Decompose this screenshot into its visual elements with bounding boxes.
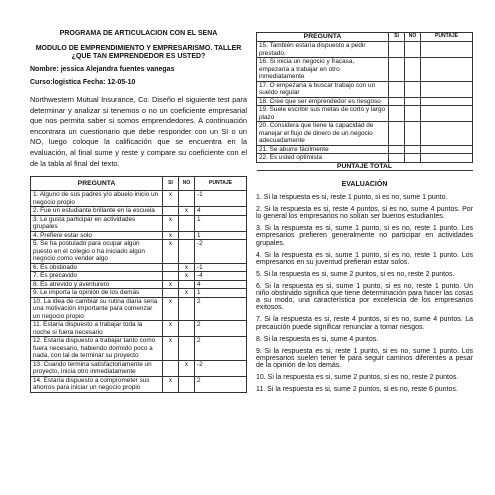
score-cell: -2	[195, 360, 247, 376]
no-cell	[405, 97, 421, 106]
intro-paragraph: Northwestern Mutual Insurance, Co. Diseño el siguiente test para determinar y analizar si tenemos o no un coeficiente empresarial que nos permita saber si somos emprendedores. A continuación encontrara un cuestionario que debe responder con un SI o un NO, luego coloque la calificación que se encuentra en la evaluación, al final sume y reste y compare su coeficiente con el de la tabla al final del texto.	[30, 95, 247, 168]
right-column	[256, 32, 473, 398]
no-cell	[405, 42, 421, 58]
score-cell	[421, 58, 473, 82]
score-cell	[421, 122, 473, 146]
header-no: NO	[179, 177, 195, 191]
question-cell: 19. Suele escribir sus metas de corto y largo plazo	[257, 106, 389, 122]
question-cell: 7. Es precavido	[31, 272, 163, 281]
table-row	[257, 106, 473, 122]
header-question: PREGUNTA	[31, 177, 163, 191]
question-cell: 12. Estaría dispuesto a trabajar tanto como fuera necesario, habiendo dormido poco a nada, con tal de terminar su proyecto	[31, 337, 163, 361]
yes-cell	[163, 272, 179, 281]
evaluation-item: 7. Si la respuesta es si, reste 4 puntos, si es no, sume 4 puntos. La precaución puede significar renunciar a tomar riesgos.	[256, 316, 473, 331]
header-yes: SI	[389, 33, 405, 42]
yes-cell	[389, 106, 405, 122]
table-row	[31, 231, 247, 240]
score-cell: 1	[195, 231, 247, 240]
no-cell: x	[179, 263, 195, 272]
evaluation-title: EVALUACIÓN	[341, 181, 388, 188]
score-cell	[421, 145, 473, 154]
table-row	[257, 154, 473, 163]
evaluation-item: 4. Si la respuesta es si, sume 1 punto, si es no, reste 1 punto. Los empresarios en su juventud prefieran estar solos.	[256, 251, 473, 266]
yes-cell	[163, 289, 179, 298]
question-cell: 3. Le gusta participar en actividades grupales	[31, 215, 163, 231]
questions-table-left	[30, 176, 247, 393]
table-header-row	[257, 33, 473, 42]
yes-cell: x	[163, 231, 179, 240]
score-cell: -2	[195, 240, 247, 264]
question-cell: 6. Es obstinado	[31, 263, 163, 272]
table-row	[31, 263, 247, 272]
no-cell	[405, 58, 421, 82]
score-cell	[421, 81, 473, 97]
yes-cell	[163, 360, 179, 376]
table-row	[31, 289, 247, 298]
table-row	[257, 122, 473, 146]
header-yes: SI	[163, 177, 179, 191]
yes-cell	[389, 154, 405, 163]
score-cell: 4	[195, 207, 247, 216]
no-cell: x	[179, 360, 195, 376]
table-row	[257, 145, 473, 154]
score-cell	[421, 97, 473, 106]
question-cell: 16. Si inicia un negocio y fracasa, empezaría a trabajar en otro inmediatamente	[257, 58, 389, 82]
total-row	[257, 162, 473, 171]
no-cell	[179, 376, 195, 392]
no-cell	[179, 337, 195, 361]
question-cell: 1. Alguno de sus padres y/o abuelo inicio un negocio propio	[31, 191, 163, 207]
no-cell	[179, 240, 195, 264]
question-cell: 18. Cree que ser emprendedor es riesgoso	[257, 97, 389, 106]
no-cell	[405, 81, 421, 97]
evaluation-item: 2. Si la respuesta es si, reste 4 puntos, si es no, sume 4 puntos. Por lo general los empresarios no solían ser buenos estudiantes.	[256, 206, 473, 221]
evaluation-item: 1. Si la respuesta es si, reste 1 punto, si es no, sume 1 punto.	[256, 194, 448, 201]
table-row	[257, 81, 473, 97]
left-column	[30, 30, 247, 393]
yes-cell: x	[163, 215, 179, 231]
yes-cell: x	[163, 240, 179, 264]
table-row	[31, 337, 247, 361]
question-cell: 15. También estaría dispuesto a pedir prestado.	[257, 42, 389, 58]
yes-cell	[389, 42, 405, 58]
table-header-row	[31, 177, 247, 191]
score-cell: 2	[195, 297, 247, 321]
score-cell: 1	[195, 215, 247, 231]
program-title: PROGRAMA DE ARTICULACION CON EL SENA	[59, 30, 218, 37]
question-cell: 20. Considera que tiene la capacidad de manejar el flujo de dinero de un negocio adecuadamente	[257, 122, 389, 146]
yes-cell	[163, 263, 179, 272]
score-cell: 2	[195, 321, 247, 337]
question-cell: 4. Prefiere estar solo	[31, 231, 163, 240]
table-row	[31, 215, 247, 231]
no-cell: x	[179, 207, 195, 216]
yes-cell: x	[163, 297, 179, 321]
evaluation-item: 9. Si la respuesta es si, reste 1 punto, si es no, sume 1 punto. Los empresarios suelen tener fe para seguir caminos diferentes a pesar de la opinión de los demás.	[256, 347, 473, 370]
header-score: PUNTAJE	[195, 177, 247, 191]
score-cell: -1	[195, 191, 247, 207]
student-name: Nombre: jessica Alejandra fuentes vanegas	[30, 66, 175, 73]
score-cell: 1	[195, 289, 247, 298]
no-cell: x	[179, 272, 195, 281]
table-row	[31, 240, 247, 264]
yes-cell	[389, 122, 405, 146]
header-question: PREGUNTA	[257, 33, 389, 42]
course-date: Curso:logistica Fecha: 12-05-10	[30, 79, 136, 86]
table-row	[31, 272, 247, 281]
question-cell: 10. La idea de cambiar su rutina diaria seria una motivación importante para comenzar un negocio propio	[31, 297, 163, 321]
no-cell	[405, 122, 421, 146]
yes-cell	[163, 207, 179, 216]
evaluation-list	[256, 194, 473, 393]
question-cell: 5. Se ha postulado para ocupar algún puesto en el colegio o ha iniciado algún negocio como vender algo	[31, 240, 163, 264]
evaluation-item: 8. Si la respuesta es si, sume 4 puntos.	[256, 335, 379, 343]
no-cell	[179, 280, 195, 289]
yes-cell: x	[163, 191, 179, 207]
evaluation-item: 10. Si la respuesta es si, sume 2 puntos, si es no, reste 2 puntos.	[256, 374, 459, 382]
score-cell: 2	[195, 376, 247, 392]
no-cell: x	[179, 289, 195, 298]
no-cell	[179, 215, 195, 231]
question-cell: 17. O empezaría a buscar trabajo con un sueldo regular	[257, 81, 389, 97]
no-cell	[179, 297, 195, 321]
yes-cell: x	[163, 337, 179, 361]
table-row	[31, 297, 247, 321]
yes-cell: x	[163, 376, 179, 392]
yes-cell	[389, 145, 405, 154]
no-cell	[405, 145, 421, 154]
score-cell	[421, 154, 473, 163]
question-cell: 2. Fue un estudiante brillante en la escuela	[31, 207, 163, 216]
question-cell: 22. Es usted optimista	[257, 154, 389, 163]
score-cell: 4	[195, 280, 247, 289]
evaluation-item: 3. Si la respuesta es si, sume 1 punto, si es no, reste 1 punto. Los empresarios prefieren generalmente no participar en actividades grupales.	[256, 225, 473, 247]
table-row	[31, 191, 247, 207]
question-cell: 9. Le importa la opinión de los demás	[31, 289, 163, 298]
no-cell	[179, 321, 195, 337]
table-row	[31, 321, 247, 337]
question-cell: 14. Estaría dispuesto a comprometer sus ahorros para iniciar un negocio propio	[31, 376, 163, 392]
yes-cell	[389, 97, 405, 106]
yes-cell	[389, 58, 405, 82]
table-row	[31, 207, 247, 216]
question-cell: 8. Es atrevido y aventurero	[31, 280, 163, 289]
no-cell	[179, 231, 195, 240]
table-row	[257, 97, 473, 106]
evaluation-item: 5. Si la respuesta es si, sume 2 puntos, si es no, reste 2 puntos.	[256, 270, 455, 278]
yes-cell	[389, 81, 405, 97]
score-cell: 2	[195, 337, 247, 361]
table-row	[31, 280, 247, 289]
total-label: PUNTAJE TOTAL	[257, 162, 473, 171]
module-title: MODULO DE EMPRENDIMIENTO Y EMPRESARISMO. TALLER ¿QUE TAN EMPRENDEDOR ES USTED?	[35, 45, 242, 60]
evaluation-item: 6. Si la respuesta es si, sume 1 punto, si es no, reste 1 punto. Un niño obstinado significa que tiene determinación para hacer las cosas a su modo, una característica por excelencia de los empresarios exitosos.	[256, 282, 473, 312]
no-cell	[405, 154, 421, 163]
header-score: PUNTAJE	[421, 33, 473, 42]
no-cell	[405, 106, 421, 122]
table-row	[31, 376, 247, 392]
question-cell: 21. Se aburre fácilmente	[257, 145, 389, 154]
table-row	[257, 58, 473, 82]
question-cell: 11. Estaría dispuesto a trabajar toda la noche si fuera necesario	[31, 321, 163, 337]
score-cell: -4	[195, 272, 247, 281]
yes-cell: x	[163, 321, 179, 337]
header-no: NO	[405, 33, 421, 42]
score-cell	[421, 106, 473, 122]
no-cell	[179, 191, 195, 207]
evaluation-item: 11. Si la respuesta es si, sume 2 puntos, si es no, reste 6 puntos.	[256, 386, 458, 394]
yes-cell: x	[163, 280, 179, 289]
question-cell: 13. Cuando termina satisfactoriamente un proyecto, inicia otro inmediatamente	[31, 360, 163, 376]
table-row	[31, 360, 247, 376]
score-cell	[421, 42, 473, 58]
questions-table-right	[256, 32, 473, 171]
table-row	[257, 42, 473, 58]
score-cell: -1	[195, 263, 247, 272]
